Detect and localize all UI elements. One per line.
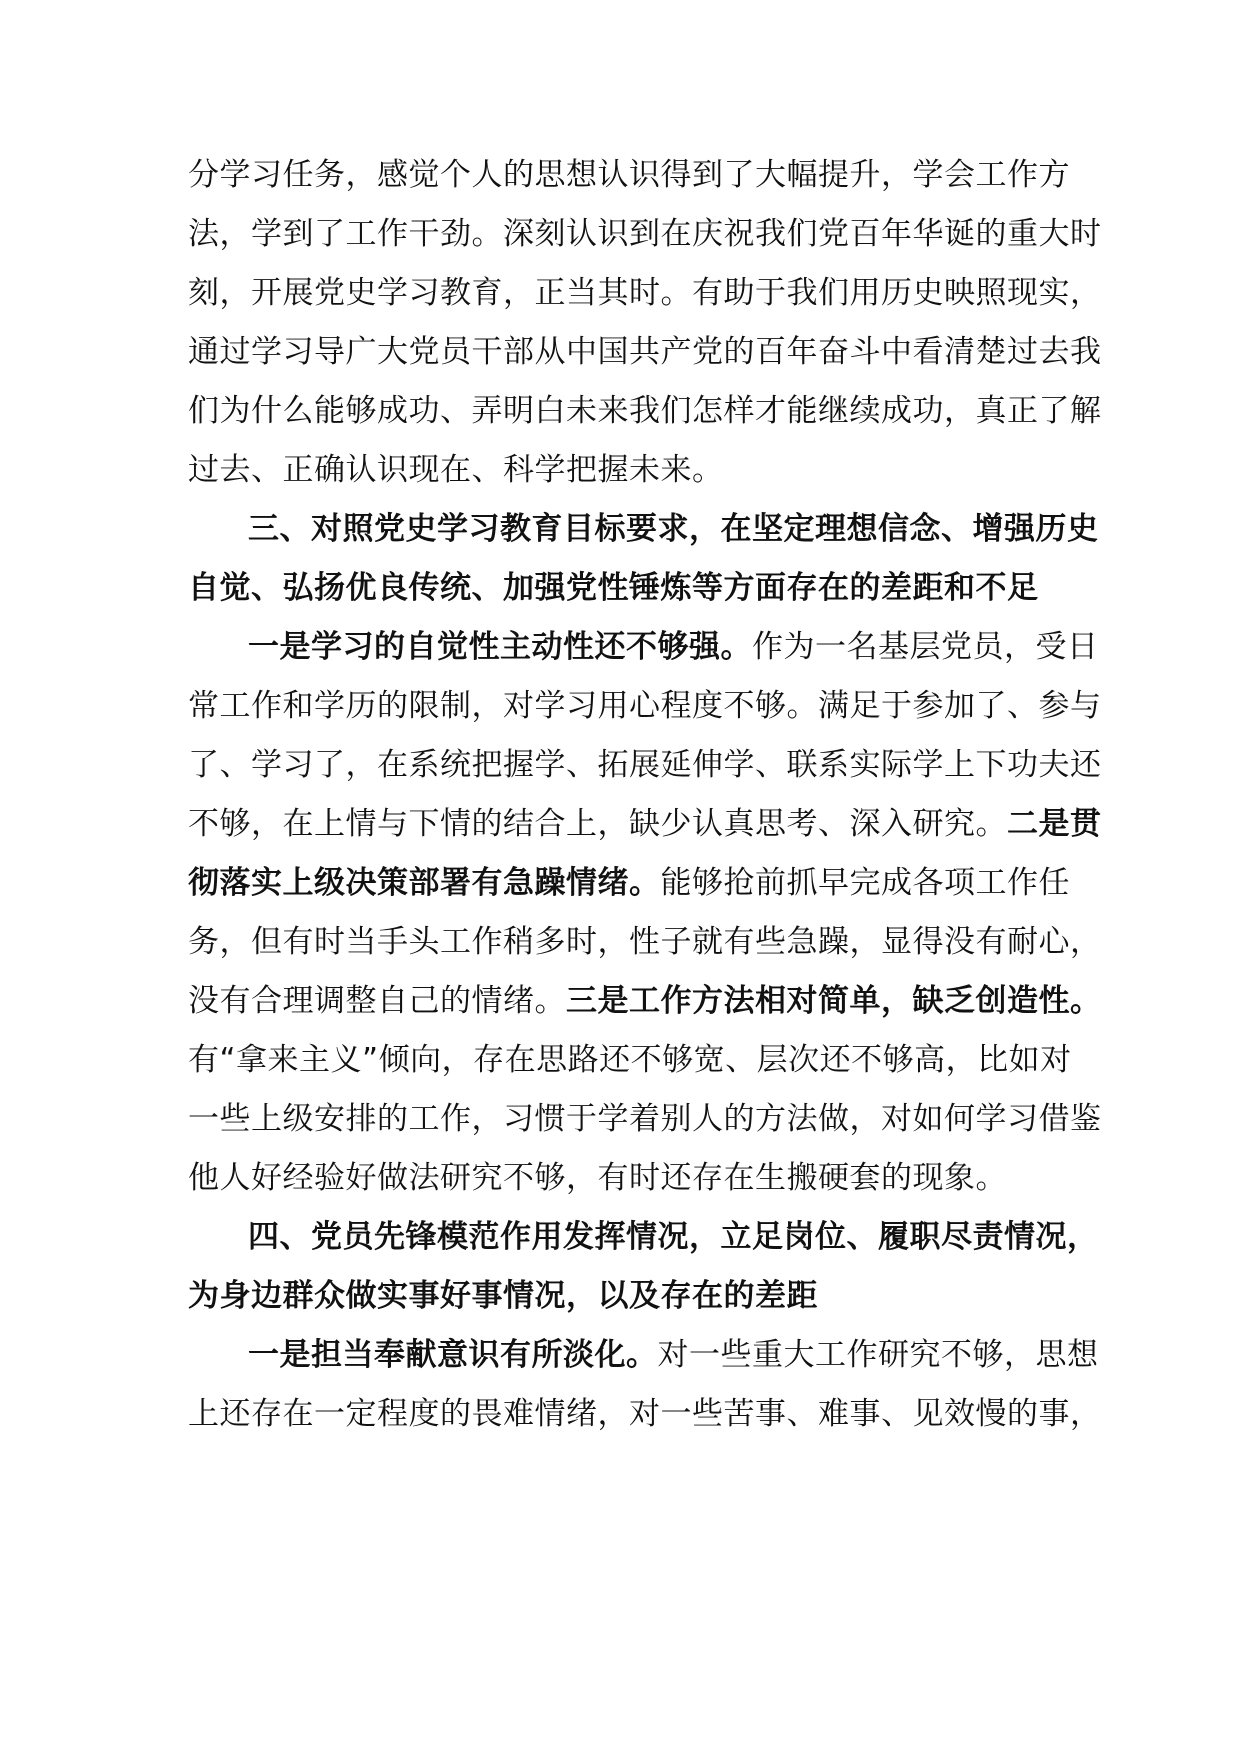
text-line-12 (188, 791, 1102, 857)
section-heading-4-line-1 (248, 1204, 1099, 1270)
text-segment: 务，但有时当手头工作稍多时，性子就有些急躁，显得没有耐心， (188, 924, 1102, 960)
text-segment: 通过学习导广大党员干部从中国共产党的百年奋斗中看清楚过去我 (188, 334, 1102, 370)
text-segment: 常工作和学历的限制，对学习用心程度不够。满足于参加了、参与 (188, 688, 1102, 724)
heading-segment: 为身边群众做实事好事情况，以及存在的差距 (188, 1278, 818, 1314)
text-segment: 了、学习了，在系统把握学、拓展延伸学、联系实际学上下功夫还 (188, 747, 1102, 783)
text-line-22 (188, 1381, 1102, 1447)
heading-segment: 三、对照党史学习教育目标要求，在坚定理想信念、增强历史 (248, 511, 1099, 547)
bold-lead-segment: 彻落实上级决策部署有急躁情绪。 (188, 865, 661, 901)
text-line-21 (248, 1322, 1099, 1388)
text-line-15 (188, 968, 1102, 1034)
text-segment: 能够抢前抓早完成各项工作任 (660, 865, 1070, 901)
text-line-14 (188, 909, 1102, 975)
text-segment: 刻，开展党史学习教育，正当其时。有助于我们用历史映照现实， (188, 275, 1102, 311)
text-segment: 他人好经验好做法研究不够，有时还存在生搬硬套的现象。 (188, 1160, 1007, 1196)
text-line-3 (188, 260, 1102, 326)
text-line-9 (248, 614, 1099, 680)
text-line-16 (188, 1027, 1072, 1093)
text-segment: 对一些重大工作研究不够，思想 (657, 1337, 1099, 1373)
text-line-2 (188, 201, 1102, 267)
section-heading-4-line-2 (188, 1263, 1048, 1329)
bold-lead-segment: 三是工作方法相对简单，缺乏创造性。 (566, 983, 1102, 1019)
section-heading-3-line-1 (248, 496, 1099, 562)
text-segment: 一些上级安排的工作，习惯于学着别人的方法做，对如何学习借鉴 (188, 1101, 1102, 1137)
text-segment: 过去、正确认识现在、科学把握未来。 (188, 452, 724, 488)
section-heading-3-line-2 (188, 555, 1048, 621)
text-line-11 (188, 732, 1102, 798)
heading-segment: 四、党员先锋模范作用发挥情况，立足岗位、履职尽责情况， (248, 1219, 1099, 1255)
bold-lead-segment: 二是贯 (1007, 806, 1102, 842)
text-segment: 上还存在一定程度的畏难情绪，对一些苦事、难事、见效慢的事， (188, 1396, 1102, 1432)
text-line-5 (188, 378, 1102, 444)
text-line-10 (188, 673, 1102, 739)
text-segment: 没有合理调整自己的情绪。 (188, 983, 566, 1019)
text-segment: 法，学到了工作干劲。深刻认识到在庆祝我们党百年华诞的重大时 (188, 216, 1102, 252)
text-line-1 (188, 142, 1070, 208)
text-line-17 (188, 1086, 1102, 1152)
text-segment: 不够，在上情与下情的结合上，缺少认真思考、深入研究。 (188, 806, 1007, 842)
text-line-18 (188, 1145, 1048, 1211)
text-line-13 (188, 850, 1070, 916)
text-segment: 分学习任务，感觉个人的思想认识得到了大幅提升，学会工作方 (188, 157, 1070, 193)
bold-lead-segment: 一是学习的自觉性主动性还不够强。 (248, 629, 752, 665)
heading-segment: 自觉、弘扬优良传统、加强党性锤炼等方面存在的差距和不足 (188, 570, 1039, 606)
text-segment: 作为一名基层党员，受日 (752, 629, 1099, 665)
bold-lead-segment: 一是担当奉献意识有所淡化。 (248, 1337, 658, 1373)
text-segment: 有“拿来主义”倾向，存在思路还不够宽、层次还不够高，比如对 (188, 1042, 1072, 1078)
text-line-4 (188, 319, 1102, 385)
text-segment: 们为什么能够成功、弄明白未来我们怎样才能继续成功，真正了解 (188, 393, 1102, 429)
text-line-6 (188, 437, 1048, 503)
